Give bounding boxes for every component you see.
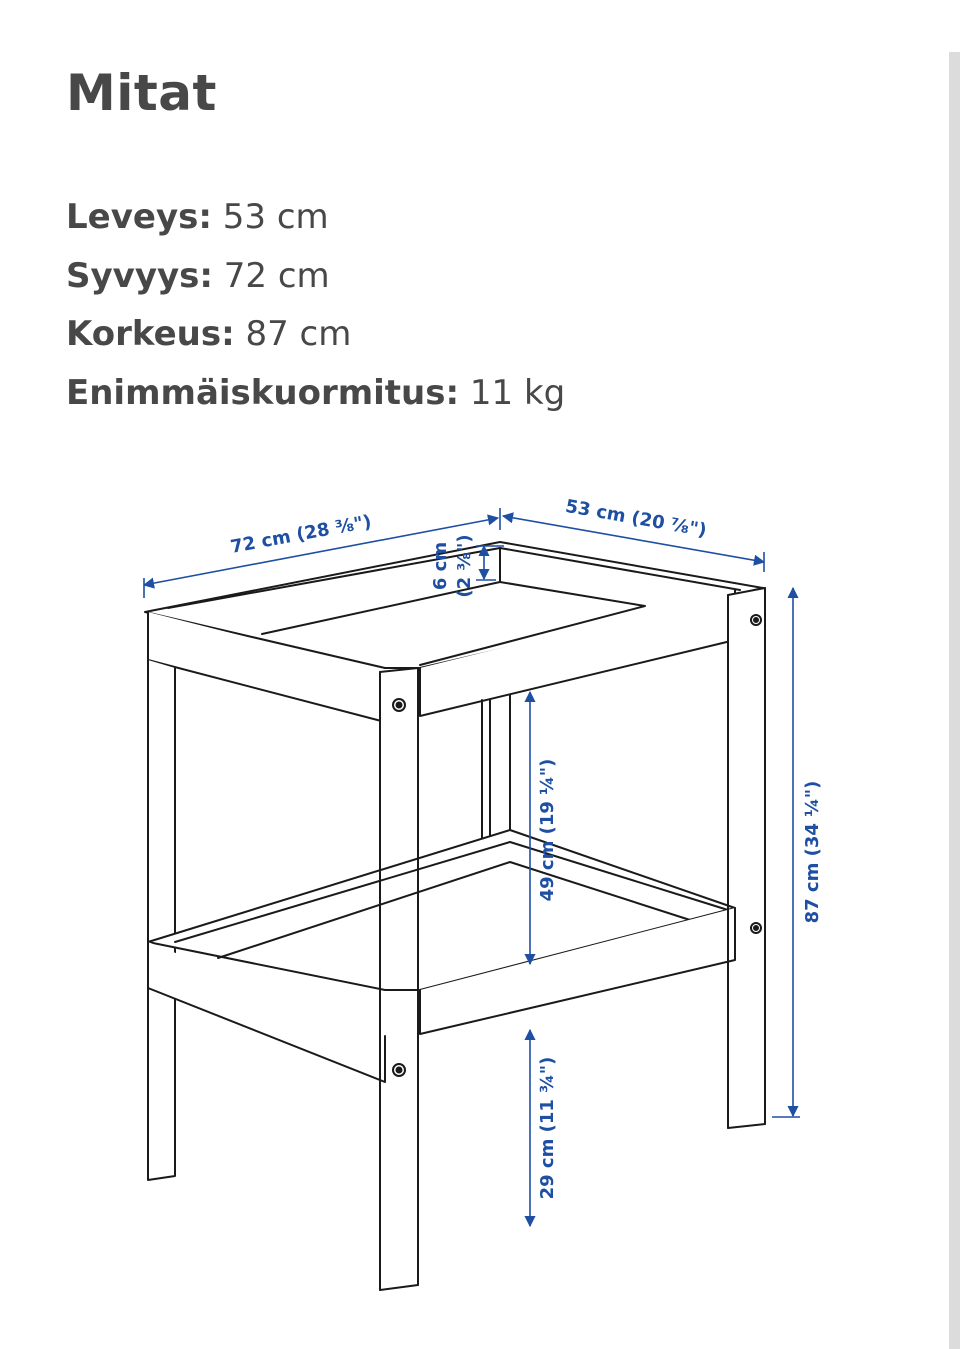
changing-table-illustration <box>145 542 765 1290</box>
width-dimension-label: 53 cm (20 ⅞") <box>563 495 709 542</box>
spec-label: Leveys: <box>66 197 212 237</box>
spec-label: Syvyys: <box>66 255 213 296</box>
total-height-label: 87 cm (34 ¼") <box>802 780 823 924</box>
depth-dimension-label: 72 cm (28 ⅜") <box>228 511 374 558</box>
rim-height-label-inches: (2 ⅜") <box>454 534 475 598</box>
shelf-height-label: 29 cm (11 ¾") <box>537 1056 558 1200</box>
shelf-gap-label: 49 cm (19 ¼") <box>537 758 558 902</box>
spec-value: 53 cm <box>222 197 329 237</box>
page-title: Mitat <box>66 64 217 122</box>
spec-value: 11 kg <box>469 372 566 413</box>
spec-value: 87 cm <box>245 314 352 354</box>
spec-value: 72 cm <box>223 255 330 296</box>
rim-height-label: 6 cm <box>430 541 451 591</box>
spec-label: Enimmäiskuormitus: <box>66 372 460 413</box>
spec-label: Korkeus: <box>66 314 235 354</box>
scrollbar[interactable] <box>949 52 960 1349</box>
